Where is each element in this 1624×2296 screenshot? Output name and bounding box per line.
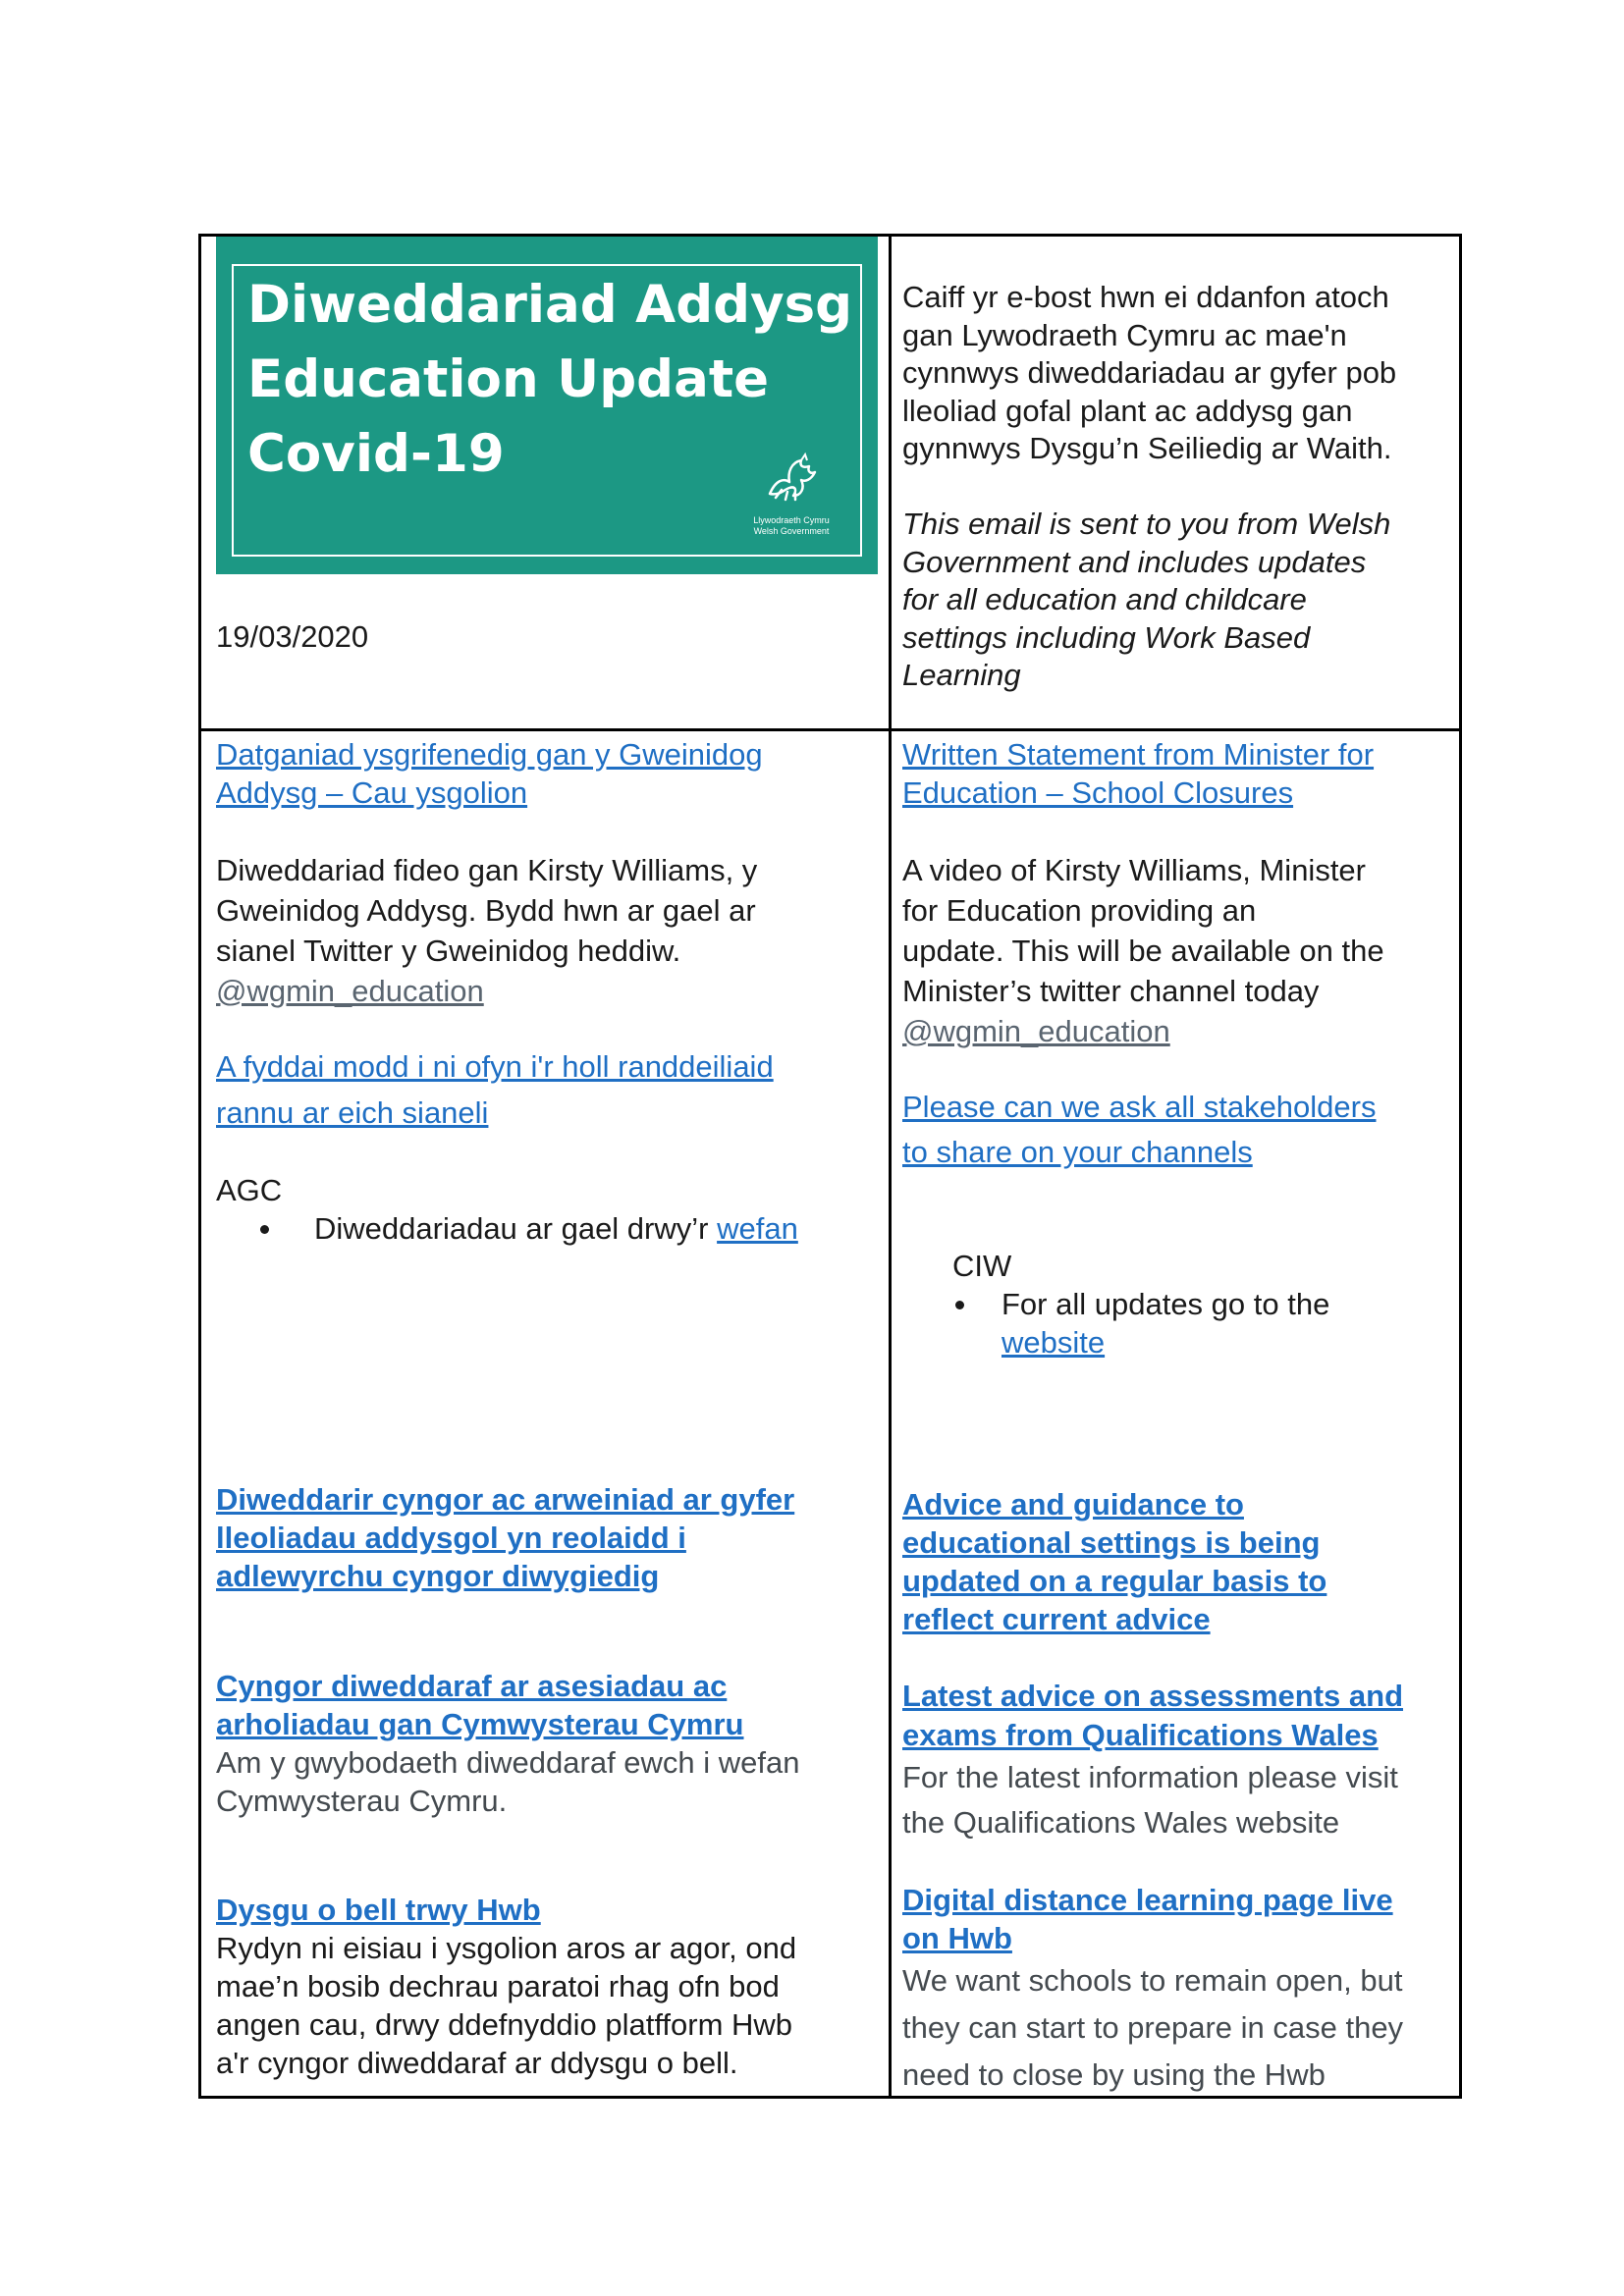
newsletter-table xyxy=(198,234,1462,2099)
bullet-dot xyxy=(260,1225,269,1234)
welsh-hwb-block: Dysgu o bell trwy Hwb Rydyn ni eisiau i ysgolion aros ar agor, ond mae’n bosib dechrau paratoi rhag ofn bod angen cau, drwy ddefnyddio platfform Hwb a'r cyngor diweddaraf ar ddysgu o bell. xyxy=(216,1893,797,2080)
welsh-exams-block: Cyngor diweddaraf ar asesiadau ac arholiadau gan Cymwysterau Cymru Am y gwybodaeth diweddaraf ewch i wefan Cymwysterau Cymru. xyxy=(216,1669,800,1818)
welsh-video-text: Diweddariad fideo gan Kirsty Williams, y Gweinidog Addysg. Bydd hwn ar gael ar sianel Twitter y Gweinidog heddiw. @wgmin_education xyxy=(216,850,757,1011)
agc-bullet: Diweddariadau ar gael drwy’r wefan xyxy=(314,1211,798,1246)
english-twitter-link[interactable]: @wgmin_education xyxy=(902,1014,1170,1048)
english-guidance-link[interactable]: Advice and guidance to educational settings is being updated on a regular basis to reflect current advice xyxy=(902,1487,1327,1636)
welsh-statement-link[interactable]: Datganiad ysgrifenedig gan y Gweinidog Addysg – Cau ysgolion xyxy=(216,737,763,810)
ciw-heading: CIW xyxy=(952,1249,1012,1283)
welsh-share-link[interactable]: A fyddai modd i ni ofyn i'r holl randdeiliaid rannu ar eich sianeli xyxy=(216,1049,774,1130)
intro-english: This email is sent to you from Welsh Government and includes updates for all education and childcare settings including Work Based Learning xyxy=(902,507,1391,692)
english-share-link[interactable]: Please can we ask all stakeholders to share on your channels xyxy=(902,1090,1377,1169)
banner-title-english: Education Update xyxy=(247,349,770,409)
column-divider xyxy=(889,237,892,2096)
logo-text-welsh: Llywodraeth Cymru xyxy=(753,515,830,525)
intro-welsh: Caiff yr e-bost hwn ei ddanfon atoch gan Lywodraeth Cymru ac mae'n cynnwys diweddariadau ar gyfer pob lleoliad gofal plant ac addysg gan gynnwys Dysgu’n Seiliedig ar Waith. xyxy=(902,280,1397,465)
row-divider xyxy=(201,728,1459,731)
welsh-dragon-icon xyxy=(762,451,821,506)
english-statement-link[interactable]: Written Statement from Minister for Education – School Closures xyxy=(902,737,1375,810)
agc-heading: AGC xyxy=(216,1173,283,1207)
banner-title-covid: Covid-19 xyxy=(247,424,505,484)
english-hwb-link[interactable]: Digital distance learning page live xyxy=(902,1883,1393,1917)
english-exams-link[interactable]: Latest advice on assessments and xyxy=(902,1679,1404,1713)
english-video-text: A video of Kirsty Williams, Minister for Education providing an update. This will be available on the Minister’s twitter channel today @wgmin_education xyxy=(902,850,1384,1051)
english-hwb-block: Digital distance learning page live on Hwb We want schools to remain open, but they can start to prepare in case they need to close by using the Hwb xyxy=(902,1883,1404,2092)
welsh-twitter-link[interactable]: @wgmin_education xyxy=(216,974,484,1008)
education-update-banner xyxy=(216,237,878,574)
welsh-guidance-link[interactable]: Diweddarir cyngor ac arweiniad ar gyfer lleoliadau addysgol yn reolaidd i adlewyrchu cyngor diwygiedig xyxy=(216,1482,795,1593)
welsh-government-logo xyxy=(738,451,844,543)
banner-title-welsh: Diweddariad Addysg xyxy=(247,275,853,335)
bullet-dot xyxy=(955,1301,964,1309)
issue-date: 19/03/2020 xyxy=(216,619,369,654)
logo-text-english: Welsh Government xyxy=(753,526,830,536)
english-exams-block: Latest advice on assessments and exams from Qualifications Wales For the latest information please visit the Qualifications Wales website xyxy=(902,1679,1404,1840)
ciw-website-link[interactable]: website xyxy=(1001,1325,1106,1360)
ciw-bullet: For all updates go to the website xyxy=(1001,1287,1330,1360)
agc-website-link[interactable]: wefan xyxy=(717,1211,798,1246)
welsh-exams-link[interactable]: Cyngor diweddaraf ar asesiadau ac xyxy=(216,1669,728,1703)
welsh-hwb-link[interactable]: Dysgu o bell trwy Hwb xyxy=(216,1893,541,1927)
